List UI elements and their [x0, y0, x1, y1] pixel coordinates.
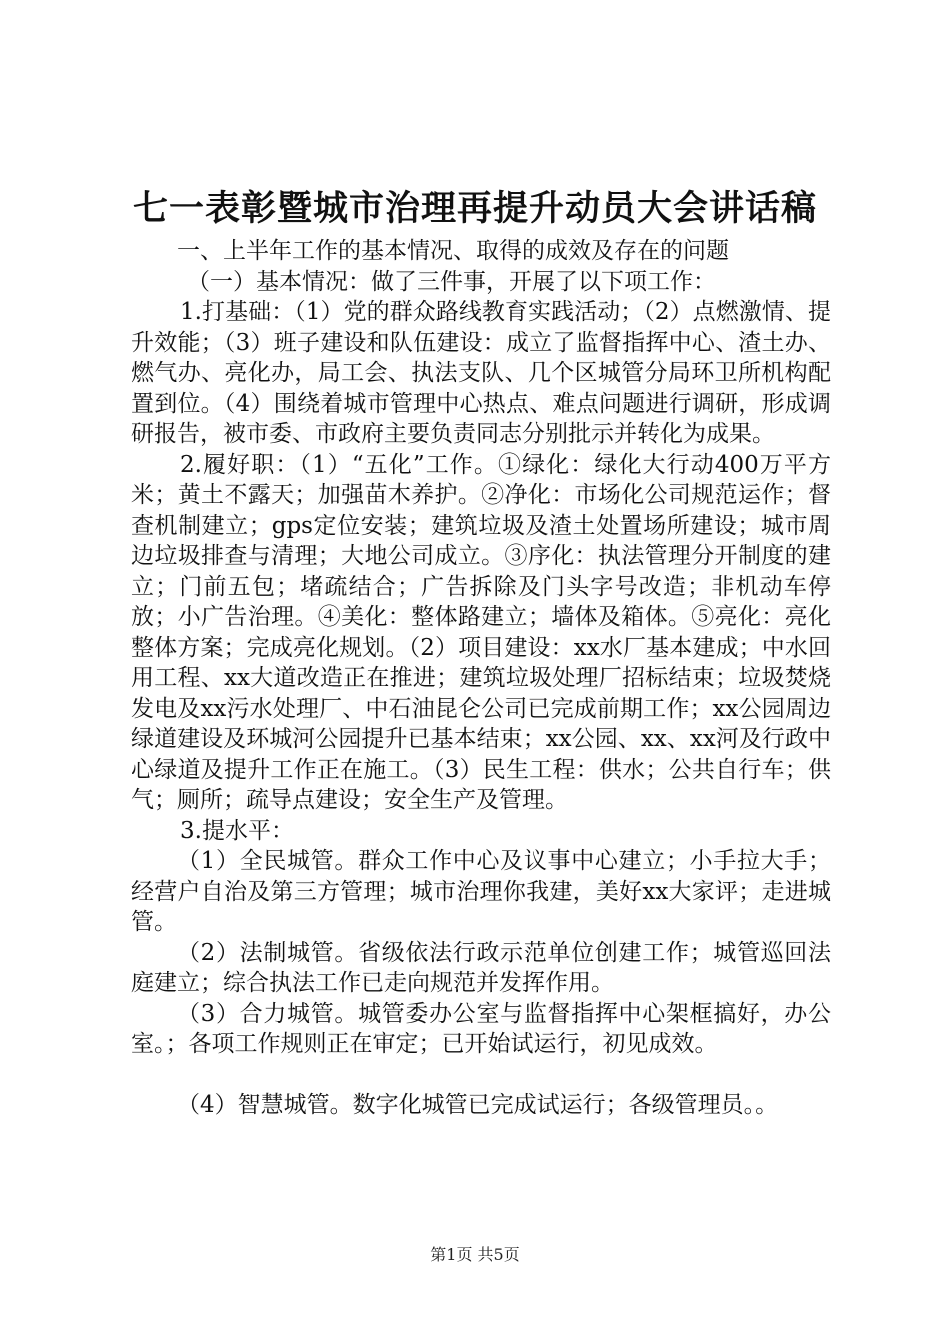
document-body: [131, 236, 831, 1120]
paragraph-joint-management: （3）合力城管。城管委办公室与监督指挥中心架框搞好，办公室。；各项工作规则正在审定；已开始试运行，初见成效。: [131, 1000, 831, 1057]
paragraph-duties: 2.履好职：（1）“五化”工作。①绿化：绿化大行动400万平方米；黄土不露天；加强苗木养护。②净化：市场化公司规范运作；督查机制建立；gps定位安装；建筑垃圾及渣土处置场所建设；城市周边垃圾排查与清理；大地公司成立。③序化：执法管理分开制度的建立；门前五包；堵疏结合；广告拆除及门头字号改造；非机动车停放；小广告治理。④美化：整体路建立；墙体及箱体。⑤亮化：亮化整体方案；完成亮化规划。（2）项目建设：xx水厂基本建成；中水回用工程、xx大道改造正在推进；建筑垃圾处理厂招标结束；垃圾焚烧发电及xx污水处理厂、中石油昆仑公司已完成前期工作；xx公园周边绿道建设及环城河公园提升已基本结束；xx公园、xx、xx河及行政中心绿道及提升工作正在施工。（3）民生工程：供水；公共自行车；供气；厕所；疏导点建设；安全生产及管理。: [131, 451, 831, 813]
paragraph-smart-management: （4）智慧城管。数字化城管已完成试运行；各级管理员。。: [177, 1091, 779, 1118]
document-title: 七一表彰暨城市治理再提升动员大会讲话稿: [132, 188, 817, 229]
paragraph-legal-management: （2）法制城管。省级依法行政示范单位创建工作；城管巡回法庭建立；综合执法工作已走向规范并发挥作用。: [131, 939, 831, 996]
paragraph-foundation: 1.打基础：（1）党的群众路线教育实践活动；（2）点燃激情、提升效能；（3）班子建设和队伍建设：成立了监督指挥中心、渣土办、燃气办、亮化办，局工会、执法支队、几个区城管分局环卫所机构配置到位。（4）围绕着城市管理中心热点、难点问题进行调研，形成调研报告，被市委、市政府主要负责同志分别批示并转化为成果。: [131, 299, 831, 447]
subsection-heading: （一）基本情况：做了三件事，开展了以下项工作：: [187, 268, 716, 295]
paragraph-citizen-management: （1）全民城管。群众工作中心及议事中心建立；小手拉大手；经营户自治及第三方管理；城市治理你我建，美好xx大家评；走进城管。: [131, 848, 831, 935]
section-heading: 一、上半年工作的基本情况、取得的成效及存在的问题: [177, 238, 729, 264]
page-footer: 第1页 共5页: [430, 1245, 520, 1264]
paragraph-improve-heading: 3.提水平：: [180, 817, 294, 844]
